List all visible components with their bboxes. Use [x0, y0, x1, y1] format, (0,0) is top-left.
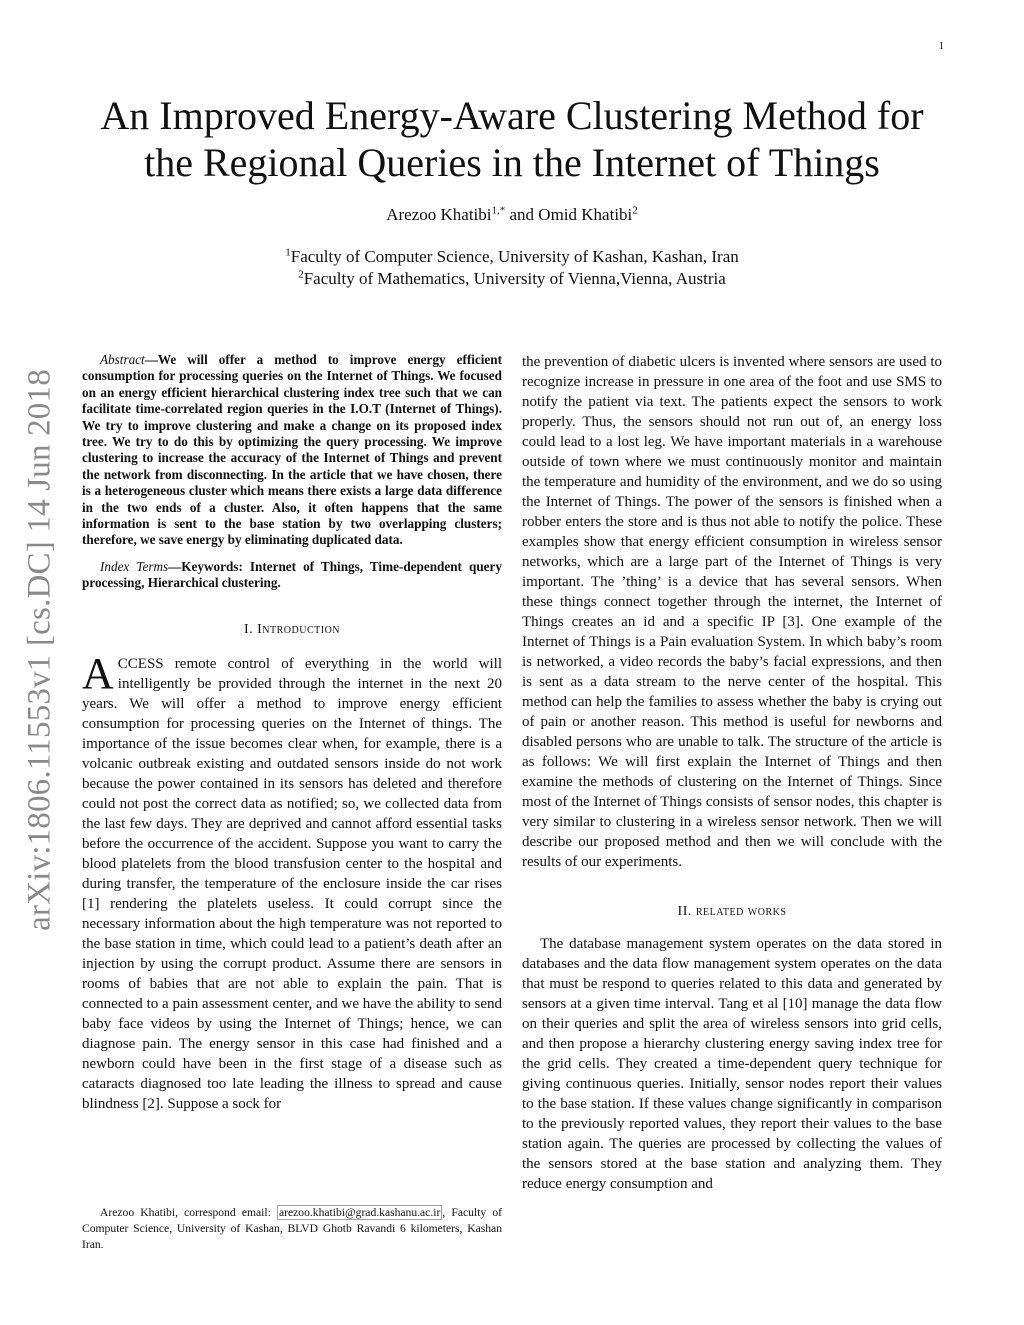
abstract-text: —We will offer a method to improve energy efficient consumption for processing queries on the Internet of Things. We focused on an energy efficient hierarchical clustering index tree such that we can facilitate time-correlated region queries in the I.O.T (Internet of Things). We try to improve clustering and make a change on its proposed index tree. We try to do this by optimizing the query processing. We improve clustering to increase the accuracy of the Internet of Things and prevent the network from disconnecting. In the article that we have chosen, there is a heterogeneous cluster which means there exists a large data difference in the two ends of a cluster. Also, it often happens that the same information is sent to the base station by two overlapping clusters; therefore, we save energy by eliminating duplicated data.: [82, 352, 502, 548]
index-terms: [82, 559, 502, 592]
author-2-sup: 2: [632, 204, 638, 217]
right-column: [522, 352, 942, 1194]
intro-continuation: the prevention of diabetic ulcers is invented where sensors are used to recognize increase in pressure in one area of the foot and use SMS to notify the patient via text. The patients expect the sensors to work properly. Thus, the sensors should not run out of, an energy loss could lead to a lost leg. We have important materials in a warehouse outside of town where we must continuously monitor and maintain the temperature and humidity of the environment, and we do so using the Internet of Things. The power of the sensors is finished when a robber enters the store and is thus not able to notify the police. These examples show that energy efficient consumption in wireless sensor networks, which are a large part of the Internet of Things is very important. The ’thing’ is a device that has several sensors. When these things connect together through the internet, the Internet of Things creates an id and a specific IP [3]. One example of the Internet of Things is a Pain evaluation System. In which baby’s room is networked, a video records the baby’s facial expressions, and then is sent as a data stream to the nerve center of the hospital. This method can help the families to assess whether the baby is crying out of pain or another reason. This method is useful for newborns and disabled persons who are unable to talk. The structure of the article is as follows: We will first explain the Internet of Things and then examine the methods of clustering on the Internet of Things. Since most of the Internet of Things consists of sensor nodes, this chapter is very similar to clustering in a wireless sensor network. Then we will describe our proposed method and then we will conclude with the results of our experiments.: [522, 354, 942, 870]
author-2-name: Omid Khatibi: [538, 205, 633, 224]
index-terms-text: —Keywords: Internet of Things, Time-dependent query processing, Hierarchical clustering.: [82, 558, 502, 591]
arxiv-identifier-stamp: [10, 350, 70, 950]
affiliation-2: [60, 268, 964, 290]
footnote-prefix: Arezoo Khatibi, correspond email:: [100, 1206, 277, 1219]
intro-text: remote control of everything in the world will intelligently be provided through the internet in the next 20 years. We will offer a method to improve energy efficient consumption for processing queries on the Internet of things. The importance of the issue becomes clear when, for example, there is a volcanic outbreak existing and outdated sensors inside do not work because the power contained in its sensors has deleted and therefore could not post the correct data as notified; so, we collected data from the last few days. They are deprived and cannot afford essential tasks before the occurrence of the accident. Suppose you want to carry the blood platelets from the blood transfusion center to the hospital and during transfer, the temperature of the enclosure inside the car rises [1] rendering the platelets useless. It could corrupt since the necessary information about the high temperature was not reported to the base station in time, which could lead to a patient’s death after an injection by using the corrupt product. Assume there are sensors in rooms of babies that are not able to explain the pain. That is connected to a pain assessment center, and we have the ability to send baby face videos by using the Internet of Things; hence, we can diagnose pain. The energy sensor in this case had finished and a newborn could have been in the first stage of a disease such as cataracts diagnosed too late leading the illness to spread and cause blindness [2]. Suppose a sock for: [82, 655, 502, 1112]
abstract: [82, 352, 502, 549]
index-terms-label: Index Terms: [100, 558, 169, 574]
author-1-name: Arezoo Khatibi: [386, 205, 492, 224]
paper-title: [60, 92, 964, 186]
section-2-heading: II. related works: [677, 904, 787, 919]
affiliation-1-text: Faculty of Computer Science, University of Kashan, Kashan, Iran: [290, 247, 739, 266]
intro-paragraph: [82, 648, 502, 1114]
author-1-sup: 1,*: [491, 204, 506, 217]
footnote: [82, 1205, 502, 1253]
drop-cap-rest: CCESS: [117, 655, 164, 672]
author-conjunction: and: [505, 205, 539, 224]
drop-cap: A: [82, 648, 114, 698]
section-1-heading: I. Introduction: [243, 621, 341, 637]
left-column: [82, 352, 502, 1114]
affiliation-1-sup: 1: [285, 246, 291, 259]
abstract-label: Abstract: [100, 352, 145, 367]
title-line-1: An Improved Energy-Aware Clustering Method for: [100, 93, 924, 138]
footnote-suffix: , Faculty of Computer Science, University of Kashan, BLVD Ghotb Ravandi 6 kilometers, Kashan Iran.: [82, 1206, 502, 1251]
title-line-2: the Regional Queries in the Internet of Things: [144, 140, 880, 185]
affiliations: [60, 246, 964, 290]
author-list: [60, 205, 964, 225]
affiliation-2-text: Faculty of Mathematics, University of Vienna,Vienna, Austria: [303, 269, 726, 288]
arxiv-identifier-text: arXiv:1806.11553v1 [cs.DC] 14 Jun 2018: [21, 369, 58, 931]
related-works-paragraph: The database management system operates on the data stored in databases and the data flow management system operates on the data that must be respond to queries related to this data and generated by sensors at a given time interval. Tang et al [10] manage the data flow on their queries and split the area of wireless sensors into grid cells, and then propose a hierarchy clustering energy saving index tree for the grid cells. They created a time-dependent query technique for giving continuous queries. Initially, sensor nodes report their values to the base station. If these values change significantly in comparison to the previously reported values, they report their values to the base station again. The queries are processed by collecting the values of the sensors stored at the base station and analyzing them. They reduce energy consumption and: [522, 936, 942, 1192]
affiliation-1: [60, 246, 964, 268]
affiliation-2-sup: 2: [298, 268, 304, 281]
email-link[interactable]: arezoo.khatibi@grad.kashanu.ac.ir: [278, 1206, 441, 1219]
page-number: 1: [938, 40, 944, 52]
